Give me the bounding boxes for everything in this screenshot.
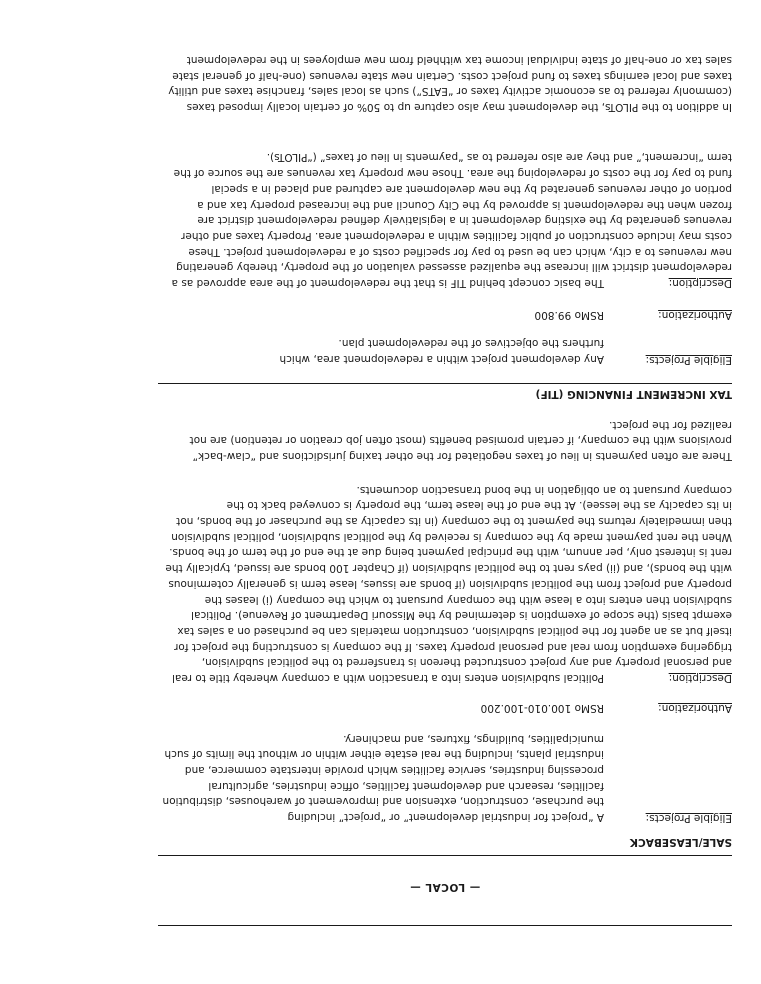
local-rule: [158, 855, 732, 856]
text-line: with the bonds), and (ii) pays rent to the political subdivision (if Chapter 100 bonds are issued, typically the: [165, 562, 732, 575]
text-line: property and project from the political subdivision (if bonds are issues, lease term is generally coterminous: [168, 577, 732, 590]
tif-description: [20, 149, 732, 290]
text-line: fund to pay for the costs of redeveloping the area. Those new property tax revenues are the source of the: [173, 167, 732, 180]
local-title: — LOCAL —: [409, 881, 481, 893]
text-line: and personal property and any project constructed thereon is transferred to the political subdivision,: [201, 656, 732, 669]
text-line: revenues generated by the existing development in a legislatively defined redevelopment district are: [197, 214, 732, 227]
top-rule: [158, 925, 732, 926]
text-line: realized for the project.: [609, 418, 732, 431]
text-line: portion of other revenues generated by the new development are captured and placed in a special: [211, 182, 732, 195]
tif-description-label: Description:: [668, 277, 732, 289]
tif-eligible-text: [279, 335, 604, 366]
text-line: in its capacity as the lessee). At the end of the lease term, the property is conveyed back to the: [226, 499, 732, 512]
text-line: exempt basis (the scope of exemption is determined by the Missouri Department of Revenue). Political: [191, 609, 732, 622]
text-line: sales tax or one-half of state individual income tax withheld from new employees in the redevelopment: [186, 53, 732, 66]
text-line: processing industries, service facilities which provide interstate commerce, and: [184, 763, 604, 776]
text-line: A “project for industrial development” or “project” including: [287, 811, 604, 823]
text-line: term “increment,” and they are also referred to as “payments in lieu of taxes” (“PILOTs).: [266, 151, 732, 164]
sale-leaseback-heading: SALE/LEASEBACK: [629, 836, 732, 848]
tif-authorization-label: Authorization:: [658, 309, 732, 321]
sale-leaseback-pilot-paragraph: [20, 416, 732, 463]
description-first-line: [20, 669, 732, 685]
sale-leaseback-eligible-label: Eligible Projects:: [645, 812, 732, 824]
description-first-line: [20, 274, 732, 290]
text-line: the purchase, construction, extension and improvement of warehouses, distribution: [162, 795, 604, 808]
tif-eligible-label: Eligible Projects:: [645, 354, 732, 366]
text-line: frozen when the redevelopment is approved by the City Council and the increased property tax and a: [197, 198, 732, 211]
text-line: taxes and local earnings taxes to fund project costs. Certain new state revenues (one-half of general state: [172, 69, 732, 82]
sale-leaseback-authorization-value: RSMo 100.010-100.200: [480, 702, 604, 714]
text-line: When the rent payment made by the company is received by the political subdivision, political subdivision: [171, 530, 732, 543]
text-line: facilities, research and development facilities, office industries, agricultural: [208, 779, 604, 792]
sale-leaseback-description: [20, 481, 732, 685]
text-line: provisions with the company, if certain promised benefits (most often job creation or retention) are not: [189, 434, 732, 447]
tif-heading: TAX INCREMENT FINANCING (TIF): [535, 388, 732, 400]
text-line: subdivision then enters into a lease with the company pursuant to which the company (i) leases the: [204, 593, 732, 606]
sale-leaseback-description-label: Description:: [668, 672, 732, 684]
text-line: triggering exemption from real and personal property taxes. If the company is constructing the project for: [174, 640, 732, 653]
text-line: Any development project within a redevelopment area, which: [279, 353, 604, 365]
sale-leaseback-eligible-text: [163, 730, 605, 824]
text-line: The basic concept behind TIF is that the redevelopment of the area approved as a: [171, 277, 604, 289]
text-line: company pursuant to an obligation in the bond transaction documents.: [356, 483, 732, 496]
text-line: furthers the objectives of the redevelopment plan.: [338, 337, 604, 350]
text-line: redevelopment district will increase the equalized assessed valuation of the property, thereby generating: [176, 261, 732, 274]
text-line: In addition to the PILOTs, the development may also capture up to 50% of certain locally imposed taxes: [186, 101, 732, 113]
tif-eats-paragraph: [20, 51, 732, 114]
text-line: industrial plants, including the real estate either within or without the limits of such: [164, 748, 604, 761]
text-line: new revenues to a city, which can be used to pay for specified costs of a redevelopment project. These: [188, 245, 732, 258]
text-line: itself but as an agent for the political subdivision, construction materials can be purchased on a sales tax: [177, 624, 732, 637]
text-line: rent is interest only, per annum, with the principal payment being due at the end of the term of the bonds.: [169, 546, 732, 559]
tif-rule: [158, 383, 732, 384]
text-line: Political subdivision enters into a transaction with a company whereby title to real: [172, 672, 604, 684]
text-line: then immediately returns the payment to the company (in its capacity as the purchaser of the bonds, not: [176, 515, 732, 528]
sale-leaseback-authorization-label: Authorization:: [658, 702, 732, 714]
tif-authorization-value: RSMo 99.800: [534, 309, 604, 321]
text-line: (commonly referred to as economic activity taxes or “EATS”) such as local sales, franchise taxes and utility: [168, 85, 732, 98]
text-line: costs may include construction of public facilities within a redevelopment area. Property taxes and other: [181, 229, 732, 242]
text-line: There are often payments in lieu of taxes negotiated for the other taxing jurisdictions and “claw-back”: [192, 450, 732, 462]
text-line: municipalities, buildings, fixtures, and machinery.: [343, 732, 604, 745]
